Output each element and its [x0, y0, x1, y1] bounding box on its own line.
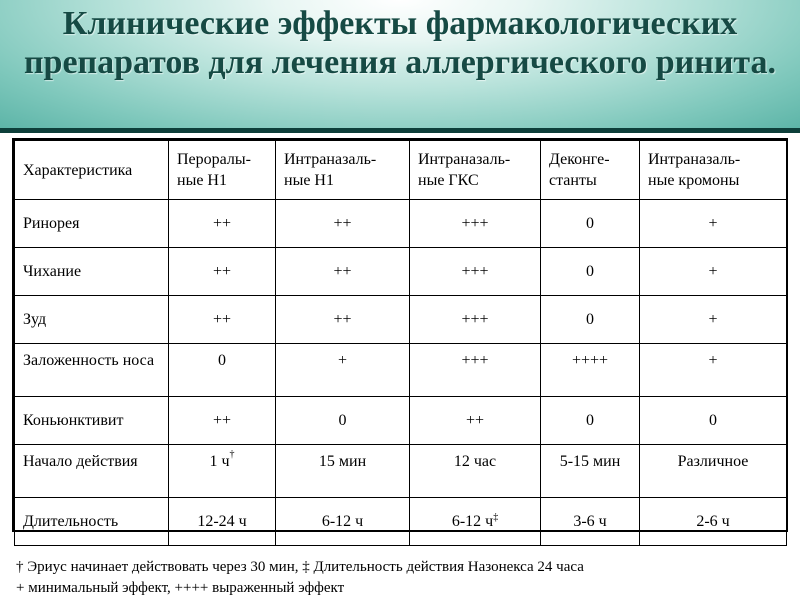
header-cell: Интраназаль- ные ГКС [410, 141, 541, 200]
effects-table [14, 140, 787, 546]
table-cell: 6-12 ч‡ [410, 498, 541, 546]
table-cell: 0 [276, 397, 410, 445]
footnotes [16, 557, 786, 599]
table-cell: ++++ [541, 344, 640, 397]
table-cell: ++ [276, 296, 410, 344]
table-cell: 0 [541, 397, 640, 445]
table-cell: ++ [276, 200, 410, 248]
table-cell: ++ [276, 248, 410, 296]
table-cell: 0 [169, 344, 276, 397]
table-cell: 0 [541, 248, 640, 296]
table-row [15, 200, 787, 248]
header-cell: Интраназаль- ные Н1 [276, 141, 410, 200]
header-cell: Деконге- станты [541, 141, 640, 200]
table-cell: 1 ч† [169, 445, 276, 498]
table-cell: + [276, 344, 410, 397]
table-cell: + [640, 296, 787, 344]
table-cell: ++ [169, 200, 276, 248]
table-cell: 12 час [410, 445, 541, 498]
table-cell: ++ [410, 397, 541, 445]
effects-table-container [12, 138, 788, 532]
table-row [15, 344, 787, 397]
table-row [15, 296, 787, 344]
row-label: Длительность [15, 498, 169, 546]
table-cell: 0 [541, 296, 640, 344]
header-cell: Интраназаль- ные кромоны [640, 141, 787, 200]
table-cell: 0 [640, 397, 787, 445]
table-header-row [15, 141, 787, 200]
table-cell: 12-24 ч [169, 498, 276, 546]
table-row [15, 498, 787, 546]
row-label: Коньюнктивит [15, 397, 169, 445]
table-cell: + [640, 248, 787, 296]
row-label: Заложенность носа [15, 344, 169, 397]
table-cell: 15 мин [276, 445, 410, 498]
table-row [15, 445, 787, 498]
header-cell: Характеристика [15, 141, 169, 200]
table-cell: 5-15 мин [541, 445, 640, 498]
table-cell: ++ [169, 248, 276, 296]
footnote-1: † Эриус начинает действовать через 30 мин, ‡ Длительность действия Назонекса 24 часа [16, 559, 584, 575]
table-row [15, 397, 787, 445]
row-label: Начало действия [15, 445, 169, 498]
row-label: Ринорея [15, 200, 169, 248]
title-divider [0, 128, 800, 133]
table-cell: + [640, 200, 787, 248]
dagger-mark: † [229, 449, 235, 460]
row-label: Зуд [15, 296, 169, 344]
table-cell: +++ [410, 248, 541, 296]
table-cell: 6-12 ч [276, 498, 410, 546]
table-cell: ++ [169, 296, 276, 344]
title-banner [0, 0, 800, 128]
table-cell: 2-6 ч [640, 498, 787, 546]
table-cell: +++ [410, 200, 541, 248]
table-cell: ++ [169, 397, 276, 445]
table-cell: +++ [410, 344, 541, 397]
table-cell: Различное [640, 445, 787, 498]
table-cell: +++ [410, 296, 541, 344]
table-cell: 3-6 ч [541, 498, 640, 546]
header-cell: Пероралы- ные Н1 [169, 141, 276, 200]
footnote-2: + минимальный эффект, ++++ выраженный эффект [16, 580, 345, 596]
double-dagger-mark: ‡ [493, 511, 499, 523]
table-row [15, 248, 787, 296]
slide-title: Клинические эффекты фармакологических препаратов для лечения аллергического ринита. [23, 5, 777, 81]
row-label: Чихание [15, 248, 169, 296]
table-cell: + [640, 344, 787, 397]
table-cell: 0 [541, 200, 640, 248]
